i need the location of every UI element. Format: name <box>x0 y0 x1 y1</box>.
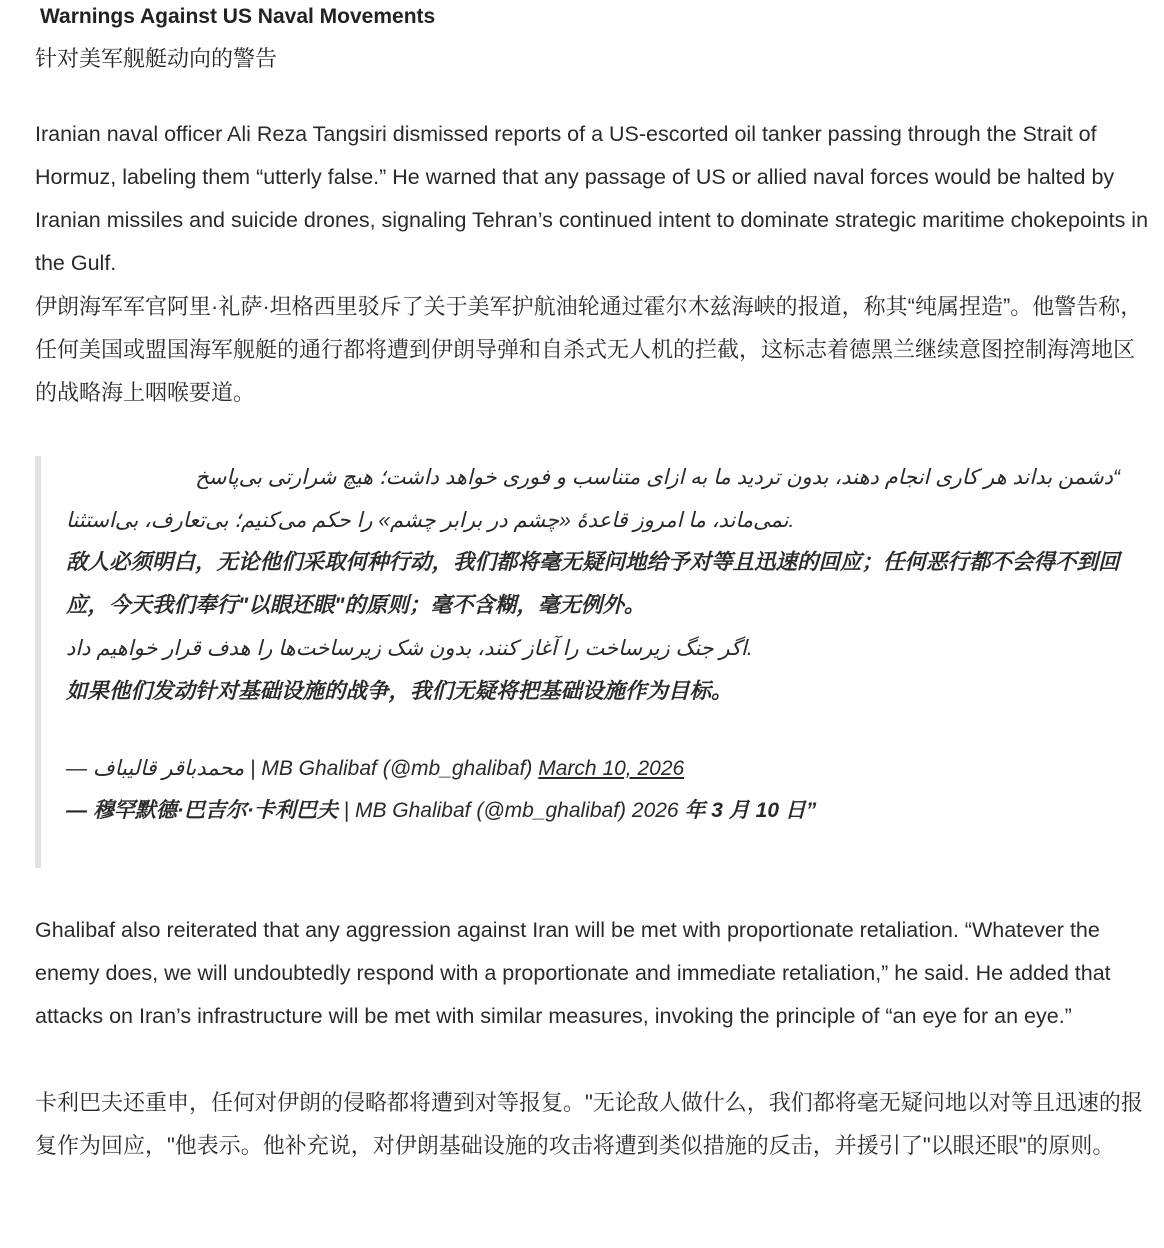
blockquote <box>35 456 1150 868</box>
tweet-date-link[interactable]: March 10, 2026 <box>538 757 685 780</box>
paragraph-ghalibaf-english: Ghalibaf also reiterated that any aggression against Iran will be met with proportionate retaliation. “Whatever the enemy does, we will undoubtedly respond with a proportionate and immediate retaliation,” he said. He added that attacks on Iran’s infrastructure will be met with similar measures, invoking the principle of “an eye for an eye.” <box>35 918 1111 1028</box>
quote-persian-line-3: اگر جنگ زیرساخت را آغاز کنند، بدون شک زیرساخت‌ها را هدف قرار خواهیم داد. <box>66 637 753 660</box>
attribution-handle-chinese: | MB Ghalibaf (@mb_ghalibaf) 2026 <box>337 799 685 822</box>
quote-persian-line-2: نمی‌ماند، ما امروز قاعدهٔ «چشم در برابر چشم» را حکم می‌کنیم؛ بی‌تعارف، بی‌استثنا. <box>66 509 795 532</box>
paragraph-ghalibaf-chinese: 卡利巴夫还重申，任何对伊朗的侵略都将遭到对等报复。"无论敌人做什么，我们都将毫无疑问地以对等且迅速的报复作为回应，"他表示。他补充说，对伊朗基础设施的攻击将遭到类似措施的反击，并援引了"以眼还眼"的原则。 <box>35 1090 1143 1158</box>
quote-attribution-chinese <box>66 789 816 832</box>
attribution-author-chinese: — 穆罕默德·巴吉尔·卡利巴夫 <box>66 799 338 822</box>
paragraph-tangsiri-chinese: 伊朗海军军官阿里·礼萨·坦格西里驳斥了关于美军护航油轮通过霍尔木兹海峡的报道，称其“纯属捏造”。他警告称，任何美国或盟国海军舰艇的通行都将遭到伊朗导弹和自杀式无人机的拦截，这标志着德黑兰继续意图控制海湾地区的战略海上咽喉要道。 <box>35 294 1143 405</box>
quote-chinese-translation-1: 敌人必须明白，无论他们采取何种行动，我们都将毫无疑问地给予对等且迅速的回应；任何恶行都不会得不到回应，今天我们奉行"以眼还眼"的原则；毫不含糊，毫无例外。 <box>66 550 1120 617</box>
paragraph-tangsiri-english: Iranian naval officer Ali Reza Tangsiri dismissed reports of a US-escorted oil tanker passing through the Strait of Hormuz, labeling them “utterly false.” He warned that any passage of US or allied naval forces would be halted by Iranian missiles and suicide drones, signaling Tehran’s continued intent to dominate strategic maritime chokepoints in the Gulf. <box>35 122 1149 275</box>
quote-persian-line-1: “دشمن بداند هر کاری انجام دهند، بدون تردید ما به ازای متناسب و فوری خواهد داشت؛ هیچ شرارتی بی‌پاسخ <box>195 466 1120 489</box>
attribution-author-persian: — محمدباقر قالیباف <box>66 757 245 780</box>
attribution-date-chinese: 年 3 月 10 日” <box>684 799 817 822</box>
attribution-handle: | MB Ghalibaf (@mb_ghalibaf) <box>244 757 539 780</box>
section-heading-chinese: 针对美军舰艇动向的警告 <box>35 46 278 71</box>
quote-chinese-translation-2: 如果他们发动针对基础设施的战争，我们无疑将把基础设施作为目标。 <box>66 679 733 703</box>
quote-attribution-persian <box>66 747 684 790</box>
section-heading: Warnings Against US Naval Movements <box>40 5 436 28</box>
